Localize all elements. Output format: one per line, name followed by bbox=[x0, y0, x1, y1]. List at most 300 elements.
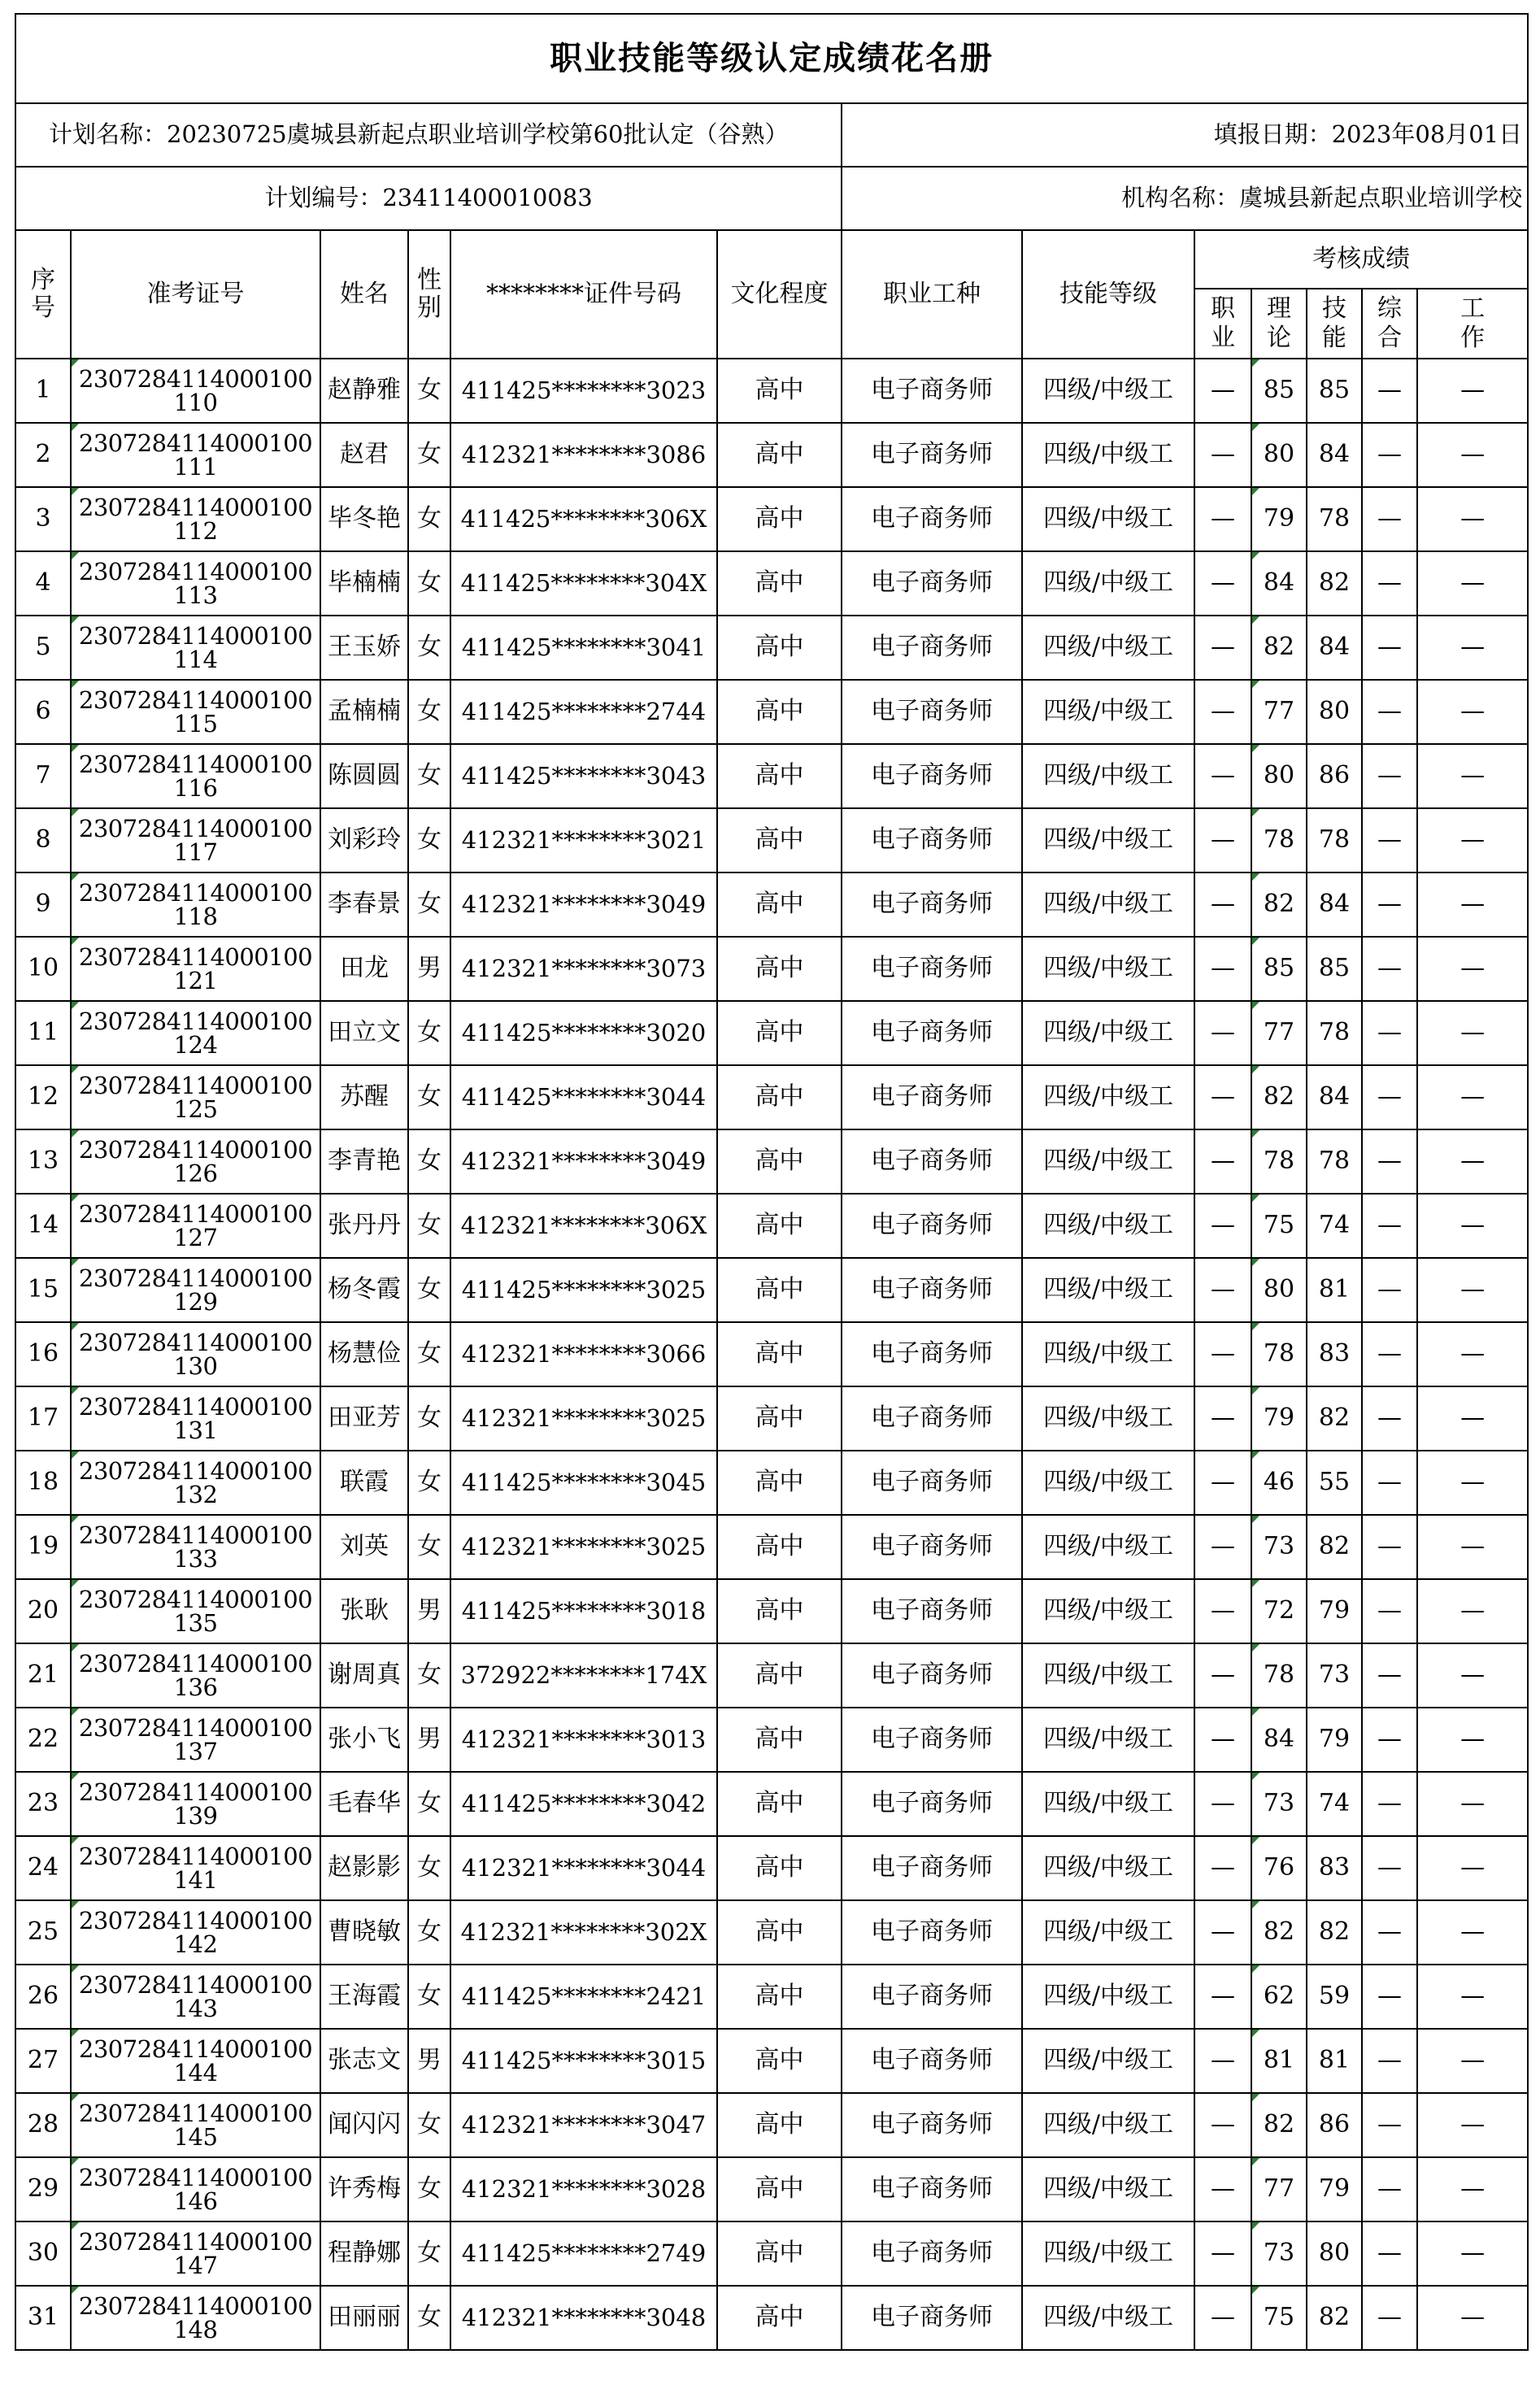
cell-occupation: 电子商务师 bbox=[842, 1129, 1022, 1194]
cell-name: 李春景 bbox=[320, 872, 408, 937]
cell-education: 高中 bbox=[717, 1065, 842, 1129]
cell-score-comprehensive: — bbox=[1362, 2221, 1417, 2286]
cell-score-theory: 79 bbox=[1251, 487, 1307, 551]
cell-id-no: 412321********3048 bbox=[450, 2286, 717, 2350]
plan-number-row bbox=[15, 167, 1528, 230]
table-row bbox=[15, 744, 1528, 808]
cell-exam-no: 2307284114000100130 bbox=[71, 1322, 320, 1386]
cell-exam-no: 2307284114000100126 bbox=[71, 1129, 320, 1194]
cell-score-comprehensive: — bbox=[1362, 1194, 1417, 1258]
cell-score-theory: 85 bbox=[1251, 359, 1307, 423]
cell-exam-no: 2307284114000100148 bbox=[71, 2286, 320, 2350]
cell-score-occupation: — bbox=[1194, 551, 1251, 616]
cell-level: 四级/中级工 bbox=[1022, 2221, 1194, 2286]
cell-occupation: 电子商务师 bbox=[842, 1579, 1022, 1643]
cell-score-work: — bbox=[1417, 616, 1528, 680]
cell-seq: 24 bbox=[15, 1836, 71, 1900]
cell-score-work: — bbox=[1417, 1643, 1528, 1708]
cell-occupation: 电子商务师 bbox=[842, 937, 1022, 1001]
cell-score-occupation: — bbox=[1194, 2029, 1251, 2093]
table-row bbox=[15, 937, 1528, 1001]
cell-score-theory: 73 bbox=[1251, 1772, 1307, 1836]
table-row bbox=[15, 680, 1528, 744]
cell-score-skill: 82 bbox=[1307, 2286, 1362, 2350]
title-row bbox=[15, 14, 1528, 103]
table-row bbox=[15, 1065, 1528, 1129]
cell-score-theory: 82 bbox=[1251, 872, 1307, 937]
cell-name: 毕楠楠 bbox=[320, 551, 408, 616]
cell-occupation: 电子商务师 bbox=[842, 2093, 1022, 2157]
cell-seq: 11 bbox=[15, 1001, 71, 1065]
header-name: 姓名 bbox=[320, 230, 408, 359]
cell-score-work: — bbox=[1417, 1129, 1528, 1194]
cell-score-skill: 86 bbox=[1307, 2093, 1362, 2157]
cell-gender: 女 bbox=[408, 359, 450, 423]
cell-score-comprehensive: — bbox=[1362, 1643, 1417, 1708]
cell-score-work: — bbox=[1417, 1515, 1528, 1579]
cell-seq: 22 bbox=[15, 1708, 71, 1772]
cell-occupation: 电子商务师 bbox=[842, 1258, 1022, 1322]
cell-score-comprehensive: — bbox=[1362, 1579, 1417, 1643]
cell-level: 四级/中级工 bbox=[1022, 744, 1194, 808]
cell-exam-no: 2307284114000100141 bbox=[71, 1836, 320, 1900]
document-title: 职业技能等级认定成绩花名册 bbox=[15, 14, 1528, 103]
cell-score-work: — bbox=[1417, 1065, 1528, 1129]
header-gender: 性别 bbox=[408, 230, 450, 359]
cell-score-comprehensive: — bbox=[1362, 680, 1417, 744]
cell-level: 四级/中级工 bbox=[1022, 1708, 1194, 1772]
cell-name: 毛春华 bbox=[320, 1772, 408, 1836]
cell-exam-no: 2307284114000100143 bbox=[71, 1965, 320, 2029]
cell-score-comprehensive: — bbox=[1362, 808, 1417, 872]
cell-occupation: 电子商务师 bbox=[842, 1065, 1022, 1129]
cell-score-theory: 82 bbox=[1251, 1065, 1307, 1129]
cell-exam-no: 2307284114000100144 bbox=[71, 2029, 320, 2093]
cell-score-occupation: — bbox=[1194, 1900, 1251, 1965]
cell-score-comprehensive: — bbox=[1362, 1001, 1417, 1065]
header-level: 技能等级 bbox=[1022, 230, 1194, 359]
cell-id-no: 411425********2421 bbox=[450, 1965, 717, 2029]
cell-score-occupation: — bbox=[1194, 1129, 1251, 1194]
cell-score-theory: 76 bbox=[1251, 1836, 1307, 1900]
cell-score-occupation: — bbox=[1194, 1772, 1251, 1836]
cell-score-theory: 80 bbox=[1251, 744, 1307, 808]
cell-gender: 女 bbox=[408, 551, 450, 616]
cell-score-work: — bbox=[1417, 872, 1528, 937]
cell-occupation: 电子商务师 bbox=[842, 423, 1022, 487]
cell-score-comprehensive: — bbox=[1362, 1129, 1417, 1194]
cell-education: 高中 bbox=[717, 1643, 842, 1708]
cell-name: 张丹丹 bbox=[320, 1194, 408, 1258]
cell-level: 四级/中级工 bbox=[1022, 808, 1194, 872]
cell-name: 杨冬霞 bbox=[320, 1258, 408, 1322]
cell-score-work: — bbox=[1417, 2221, 1528, 2286]
cell-score-occupation: — bbox=[1194, 1386, 1251, 1451]
cell-exam-no: 2307284114000100112 bbox=[71, 487, 320, 551]
cell-level: 四级/中级工 bbox=[1022, 2029, 1194, 2093]
cell-score-occupation: — bbox=[1194, 1258, 1251, 1322]
cell-name: 陈圆圆 bbox=[320, 744, 408, 808]
cell-score-skill: 84 bbox=[1307, 423, 1362, 487]
cell-seq: 4 bbox=[15, 551, 71, 616]
cell-education: 高中 bbox=[717, 1515, 842, 1579]
table-row bbox=[15, 2286, 1528, 2350]
organization-name: 机构名称：虞城县新起点职业培训学校 bbox=[842, 167, 1528, 230]
cell-level: 四级/中级工 bbox=[1022, 2093, 1194, 2157]
cell-name: 许秀梅 bbox=[320, 2157, 408, 2221]
cell-exam-no: 2307284114000100137 bbox=[71, 1708, 320, 1772]
header-scores: 考核成绩 bbox=[1194, 230, 1528, 289]
cell-id-no: 412321********3025 bbox=[450, 1515, 717, 1579]
cell-occupation: 电子商务师 bbox=[842, 2286, 1022, 2350]
cell-exam-no: 2307284114000100133 bbox=[71, 1515, 320, 1579]
cell-score-comprehensive: — bbox=[1362, 616, 1417, 680]
cell-education: 高中 bbox=[717, 1772, 842, 1836]
cell-score-work: — bbox=[1417, 1900, 1528, 1965]
cell-id-no: 372922********174X bbox=[450, 1643, 717, 1708]
cell-seq: 3 bbox=[15, 487, 71, 551]
cell-level: 四级/中级工 bbox=[1022, 1772, 1194, 1836]
cell-education: 高中 bbox=[717, 1258, 842, 1322]
cell-gender: 女 bbox=[408, 1194, 450, 1258]
cell-occupation: 电子商务师 bbox=[842, 1965, 1022, 2029]
cell-score-work: — bbox=[1417, 1772, 1528, 1836]
cell-gender: 女 bbox=[408, 423, 450, 487]
table-row bbox=[15, 1836, 1528, 1900]
cell-level: 四级/中级工 bbox=[1022, 1965, 1194, 2029]
cell-education: 高中 bbox=[717, 423, 842, 487]
cell-exam-no: 2307284114000100124 bbox=[71, 1001, 320, 1065]
header-occupation: 职业工种 bbox=[842, 230, 1022, 359]
cell-seq: 9 bbox=[15, 872, 71, 937]
cell-gender: 女 bbox=[408, 1258, 450, 1322]
cell-gender: 女 bbox=[408, 808, 450, 872]
cell-score-skill: 74 bbox=[1307, 1772, 1362, 1836]
table-row bbox=[15, 2029, 1528, 2093]
cell-name: 曹晓敏 bbox=[320, 1900, 408, 1965]
cell-seq: 30 bbox=[15, 2221, 71, 2286]
cell-gender: 女 bbox=[408, 1451, 450, 1515]
cell-education: 高中 bbox=[717, 872, 842, 937]
cell-gender: 女 bbox=[408, 1965, 450, 2029]
cell-score-theory: 62 bbox=[1251, 1965, 1307, 2029]
cell-score-occupation: — bbox=[1194, 2221, 1251, 2286]
cell-name: 王海霞 bbox=[320, 1965, 408, 2029]
cell-education: 高中 bbox=[717, 359, 842, 423]
cell-exam-no: 2307284114000100110 bbox=[71, 359, 320, 423]
cell-level: 四级/中级工 bbox=[1022, 1065, 1194, 1129]
cell-occupation: 电子商务师 bbox=[842, 1772, 1022, 1836]
cell-seq: 31 bbox=[15, 2286, 71, 2350]
cell-score-skill: 79 bbox=[1307, 2157, 1362, 2221]
cell-name: 谢周真 bbox=[320, 1643, 408, 1708]
cell-score-work: — bbox=[1417, 423, 1528, 487]
cell-education: 高中 bbox=[717, 680, 842, 744]
cell-gender: 女 bbox=[408, 744, 450, 808]
cell-score-occupation: — bbox=[1194, 872, 1251, 937]
cell-exam-no: 2307284114000100115 bbox=[71, 680, 320, 744]
table-row bbox=[15, 2157, 1528, 2221]
cell-score-theory: 80 bbox=[1251, 1258, 1307, 1322]
cell-education: 高中 bbox=[717, 2221, 842, 2286]
cell-level: 四级/中级工 bbox=[1022, 2286, 1194, 2350]
cell-name: 程静娜 bbox=[320, 2221, 408, 2286]
cell-score-theory: 77 bbox=[1251, 680, 1307, 744]
cell-exam-no: 2307284114000100125 bbox=[71, 1065, 320, 1129]
cell-level: 四级/中级工 bbox=[1022, 1579, 1194, 1643]
cell-occupation: 电子商务师 bbox=[842, 1001, 1022, 1065]
cell-level: 四级/中级工 bbox=[1022, 1322, 1194, 1386]
table-row bbox=[15, 616, 1528, 680]
cell-score-skill: 84 bbox=[1307, 1065, 1362, 1129]
plan-info-row bbox=[15, 103, 1528, 167]
cell-score-theory: 72 bbox=[1251, 1579, 1307, 1643]
cell-name: 苏醒 bbox=[320, 1065, 408, 1129]
cell-education: 高中 bbox=[717, 1322, 842, 1386]
cell-score-skill: 83 bbox=[1307, 1836, 1362, 1900]
cell-score-work: — bbox=[1417, 1194, 1528, 1258]
cell-level: 四级/中级工 bbox=[1022, 423, 1194, 487]
cell-level: 四级/中级工 bbox=[1022, 872, 1194, 937]
cell-seq: 6 bbox=[15, 680, 71, 744]
cell-education: 高中 bbox=[717, 487, 842, 551]
cell-exam-no: 2307284114000100131 bbox=[71, 1386, 320, 1451]
cell-seq: 27 bbox=[15, 2029, 71, 2093]
cell-score-comprehensive: — bbox=[1362, 1900, 1417, 1965]
cell-score-work: — bbox=[1417, 680, 1528, 744]
cell-exam-no: 2307284114000100142 bbox=[71, 1900, 320, 1965]
cell-gender: 女 bbox=[408, 1001, 450, 1065]
cell-score-theory: 81 bbox=[1251, 2029, 1307, 2093]
cell-seq: 14 bbox=[15, 1194, 71, 1258]
cell-gender: 女 bbox=[408, 616, 450, 680]
cell-id-no: 411425********3042 bbox=[450, 1772, 717, 1836]
cell-score-skill: 74 bbox=[1307, 1194, 1362, 1258]
cell-exam-no: 2307284114000100113 bbox=[71, 551, 320, 616]
cell-score-comprehensive: — bbox=[1362, 1836, 1417, 1900]
cell-seq: 23 bbox=[15, 1772, 71, 1836]
cell-score-theory: 73 bbox=[1251, 2221, 1307, 2286]
cell-name: 张小飞 bbox=[320, 1708, 408, 1772]
cell-seq: 17 bbox=[15, 1386, 71, 1451]
cell-score-work: — bbox=[1417, 2029, 1528, 2093]
table-row bbox=[15, 1900, 1528, 1965]
cell-score-comprehensive: — bbox=[1362, 2286, 1417, 2350]
cell-occupation: 电子商务师 bbox=[842, 551, 1022, 616]
cell-score-comprehensive: — bbox=[1362, 1386, 1417, 1451]
cell-id-no: 412321********3047 bbox=[450, 2093, 717, 2157]
cell-level: 四级/中级工 bbox=[1022, 359, 1194, 423]
roster-sheet bbox=[15, 13, 1527, 2351]
cell-id-no: 411425********3018 bbox=[450, 1579, 717, 1643]
cell-id-no: 412321********306X bbox=[450, 1194, 717, 1258]
table-row bbox=[15, 1001, 1528, 1065]
cell-score-occupation: — bbox=[1194, 616, 1251, 680]
cell-score-work: — bbox=[1417, 1386, 1528, 1451]
cell-occupation: 电子商务师 bbox=[842, 1451, 1022, 1515]
cell-score-work: — bbox=[1417, 2286, 1528, 2350]
cell-occupation: 电子商务师 bbox=[842, 1386, 1022, 1451]
cell-education: 高中 bbox=[717, 1965, 842, 2029]
cell-score-theory: 85 bbox=[1251, 937, 1307, 1001]
cell-gender: 男 bbox=[408, 2029, 450, 2093]
table-row bbox=[15, 1643, 1528, 1708]
cell-score-theory: 82 bbox=[1251, 616, 1307, 680]
table-row bbox=[15, 359, 1528, 423]
cell-name: 张耿 bbox=[320, 1579, 408, 1643]
cell-seq: 18 bbox=[15, 1451, 71, 1515]
cell-exam-no: 2307284114000100114 bbox=[71, 616, 320, 680]
cell-level: 四级/中级工 bbox=[1022, 680, 1194, 744]
cell-occupation: 电子商务师 bbox=[842, 744, 1022, 808]
plan-number: 计划编号：23411400010083 bbox=[15, 167, 842, 230]
cell-education: 高中 bbox=[717, 1451, 842, 1515]
cell-score-comprehensive: — bbox=[1362, 2093, 1417, 2157]
cell-score-comprehensive: — bbox=[1362, 2157, 1417, 2221]
cell-seq: 28 bbox=[15, 2093, 71, 2157]
cell-score-work: — bbox=[1417, 1708, 1528, 1772]
table-row bbox=[15, 1579, 1528, 1643]
cell-score-theory: 77 bbox=[1251, 2157, 1307, 2221]
header-score-work: 工作 bbox=[1417, 289, 1528, 359]
cell-score-skill: 85 bbox=[1307, 359, 1362, 423]
cell-score-comprehensive: — bbox=[1362, 1708, 1417, 1772]
cell-score-occupation: — bbox=[1194, 487, 1251, 551]
cell-id-no: 412321********3028 bbox=[450, 2157, 717, 2221]
cell-level: 四级/中级工 bbox=[1022, 1258, 1194, 1322]
cell-gender: 女 bbox=[408, 1836, 450, 1900]
cell-id-no: 411425********3025 bbox=[450, 1258, 717, 1322]
header-seq: 序号 bbox=[15, 230, 71, 359]
cell-score-work: — bbox=[1417, 1322, 1528, 1386]
cell-id-no: 412321********3025 bbox=[450, 1386, 717, 1451]
cell-score-skill: 81 bbox=[1307, 2029, 1362, 2093]
cell-name: 赵影影 bbox=[320, 1836, 408, 1900]
cell-level: 四级/中级工 bbox=[1022, 616, 1194, 680]
header-exam-no: 准考证号 bbox=[71, 230, 320, 359]
fill-date: 填报日期：2023年08月01日 bbox=[842, 103, 1528, 167]
cell-score-skill: 59 bbox=[1307, 1965, 1362, 2029]
cell-exam-no: 2307284114000100118 bbox=[71, 872, 320, 937]
cell-id-no: 412321********3049 bbox=[450, 1129, 717, 1194]
cell-gender: 女 bbox=[408, 1322, 450, 1386]
cell-level: 四级/中级工 bbox=[1022, 551, 1194, 616]
cell-exam-no: 2307284114000100111 bbox=[71, 423, 320, 487]
cell-score-comprehensive: — bbox=[1362, 2029, 1417, 2093]
cell-id-no: 411425********3041 bbox=[450, 616, 717, 680]
cell-id-no: 411425********3015 bbox=[450, 2029, 717, 2093]
cell-exam-no: 2307284114000100139 bbox=[71, 1772, 320, 1836]
cell-score-theory: 82 bbox=[1251, 2093, 1307, 2157]
cell-education: 高中 bbox=[717, 1836, 842, 1900]
cell-score-occupation: — bbox=[1194, 1708, 1251, 1772]
cell-occupation: 电子商务师 bbox=[842, 1836, 1022, 1900]
cell-score-theory: 75 bbox=[1251, 2286, 1307, 2350]
cell-score-comprehensive: — bbox=[1362, 1322, 1417, 1386]
cell-score-work: — bbox=[1417, 2093, 1528, 2157]
cell-education: 高中 bbox=[717, 1386, 842, 1451]
cell-score-skill: 82 bbox=[1307, 551, 1362, 616]
cell-name: 王玉娇 bbox=[320, 616, 408, 680]
cell-id-no: 411425********3020 bbox=[450, 1001, 717, 1065]
cell-education: 高中 bbox=[717, 2093, 842, 2157]
cell-education: 高中 bbox=[717, 2286, 842, 2350]
cell-occupation: 电子商务师 bbox=[842, 680, 1022, 744]
cell-level: 四级/中级工 bbox=[1022, 1515, 1194, 1579]
cell-score-theory: 78 bbox=[1251, 1643, 1307, 1708]
cell-education: 高中 bbox=[717, 1001, 842, 1065]
cell-gender: 女 bbox=[408, 1515, 450, 1579]
cell-score-occupation: — bbox=[1194, 808, 1251, 872]
cell-score-theory: 78 bbox=[1251, 808, 1307, 872]
cell-exam-no: 2307284114000100116 bbox=[71, 744, 320, 808]
cell-seq: 26 bbox=[15, 1965, 71, 2029]
cell-occupation: 电子商务师 bbox=[842, 616, 1022, 680]
cell-id-no: 411425********3023 bbox=[450, 359, 717, 423]
cell-name: 张志文 bbox=[320, 2029, 408, 2093]
cell-seq: 20 bbox=[15, 1579, 71, 1643]
cell-score-work: — bbox=[1417, 1451, 1528, 1515]
cell-score-skill: 81 bbox=[1307, 1258, 1362, 1322]
cell-score-skill: 84 bbox=[1307, 872, 1362, 937]
cell-score-comprehensive: — bbox=[1362, 423, 1417, 487]
cell-level: 四级/中级工 bbox=[1022, 1451, 1194, 1515]
cell-level: 四级/中级工 bbox=[1022, 937, 1194, 1001]
cell-score-comprehensive: — bbox=[1362, 1065, 1417, 1129]
cell-score-work: — bbox=[1417, 1258, 1528, 1322]
cell-level: 四级/中级工 bbox=[1022, 1386, 1194, 1451]
cell-exam-no: 2307284114000100136 bbox=[71, 1643, 320, 1708]
cell-id-no: 411425********306X bbox=[450, 487, 717, 551]
cell-score-skill: 80 bbox=[1307, 2221, 1362, 2286]
cell-score-work: — bbox=[1417, 1836, 1528, 1900]
cell-score-occupation: — bbox=[1194, 2286, 1251, 2350]
cell-level: 四级/中级工 bbox=[1022, 1194, 1194, 1258]
cell-score-comprehensive: — bbox=[1362, 359, 1417, 423]
cell-score-skill: 78 bbox=[1307, 487, 1362, 551]
cell-seq: 15 bbox=[15, 1258, 71, 1322]
cell-score-occupation: — bbox=[1194, 1965, 1251, 2029]
cell-seq: 10 bbox=[15, 937, 71, 1001]
cell-score-skill: 78 bbox=[1307, 1129, 1362, 1194]
cell-seq: 13 bbox=[15, 1129, 71, 1194]
cell-level: 四级/中级工 bbox=[1022, 487, 1194, 551]
table-row bbox=[15, 1258, 1528, 1322]
cell-score-theory: 80 bbox=[1251, 423, 1307, 487]
cell-score-comprehensive: — bbox=[1362, 1965, 1417, 2029]
cell-id-no: 412321********3073 bbox=[450, 937, 717, 1001]
cell-level: 四级/中级工 bbox=[1022, 1643, 1194, 1708]
table-row bbox=[15, 872, 1528, 937]
cell-gender: 女 bbox=[408, 2221, 450, 2286]
cell-id-no: 411425********3044 bbox=[450, 1065, 717, 1129]
cell-id-no: 412321********302X bbox=[450, 1900, 717, 1965]
header-row bbox=[15, 230, 1528, 289]
cell-name: 赵君 bbox=[320, 423, 408, 487]
cell-id-no: 412321********3021 bbox=[450, 808, 717, 872]
cell-level: 四级/中级工 bbox=[1022, 1900, 1194, 1965]
cell-score-comprehensive: — bbox=[1362, 1515, 1417, 1579]
cell-gender: 女 bbox=[408, 1900, 450, 1965]
cell-level: 四级/中级工 bbox=[1022, 1129, 1194, 1194]
cell-name: 李青艳 bbox=[320, 1129, 408, 1194]
table-row bbox=[15, 2221, 1528, 2286]
cell-occupation: 电子商务师 bbox=[842, 359, 1022, 423]
cell-score-occupation: — bbox=[1194, 1322, 1251, 1386]
cell-occupation: 电子商务师 bbox=[842, 487, 1022, 551]
cell-score-work: — bbox=[1417, 744, 1528, 808]
cell-gender: 女 bbox=[408, 2286, 450, 2350]
